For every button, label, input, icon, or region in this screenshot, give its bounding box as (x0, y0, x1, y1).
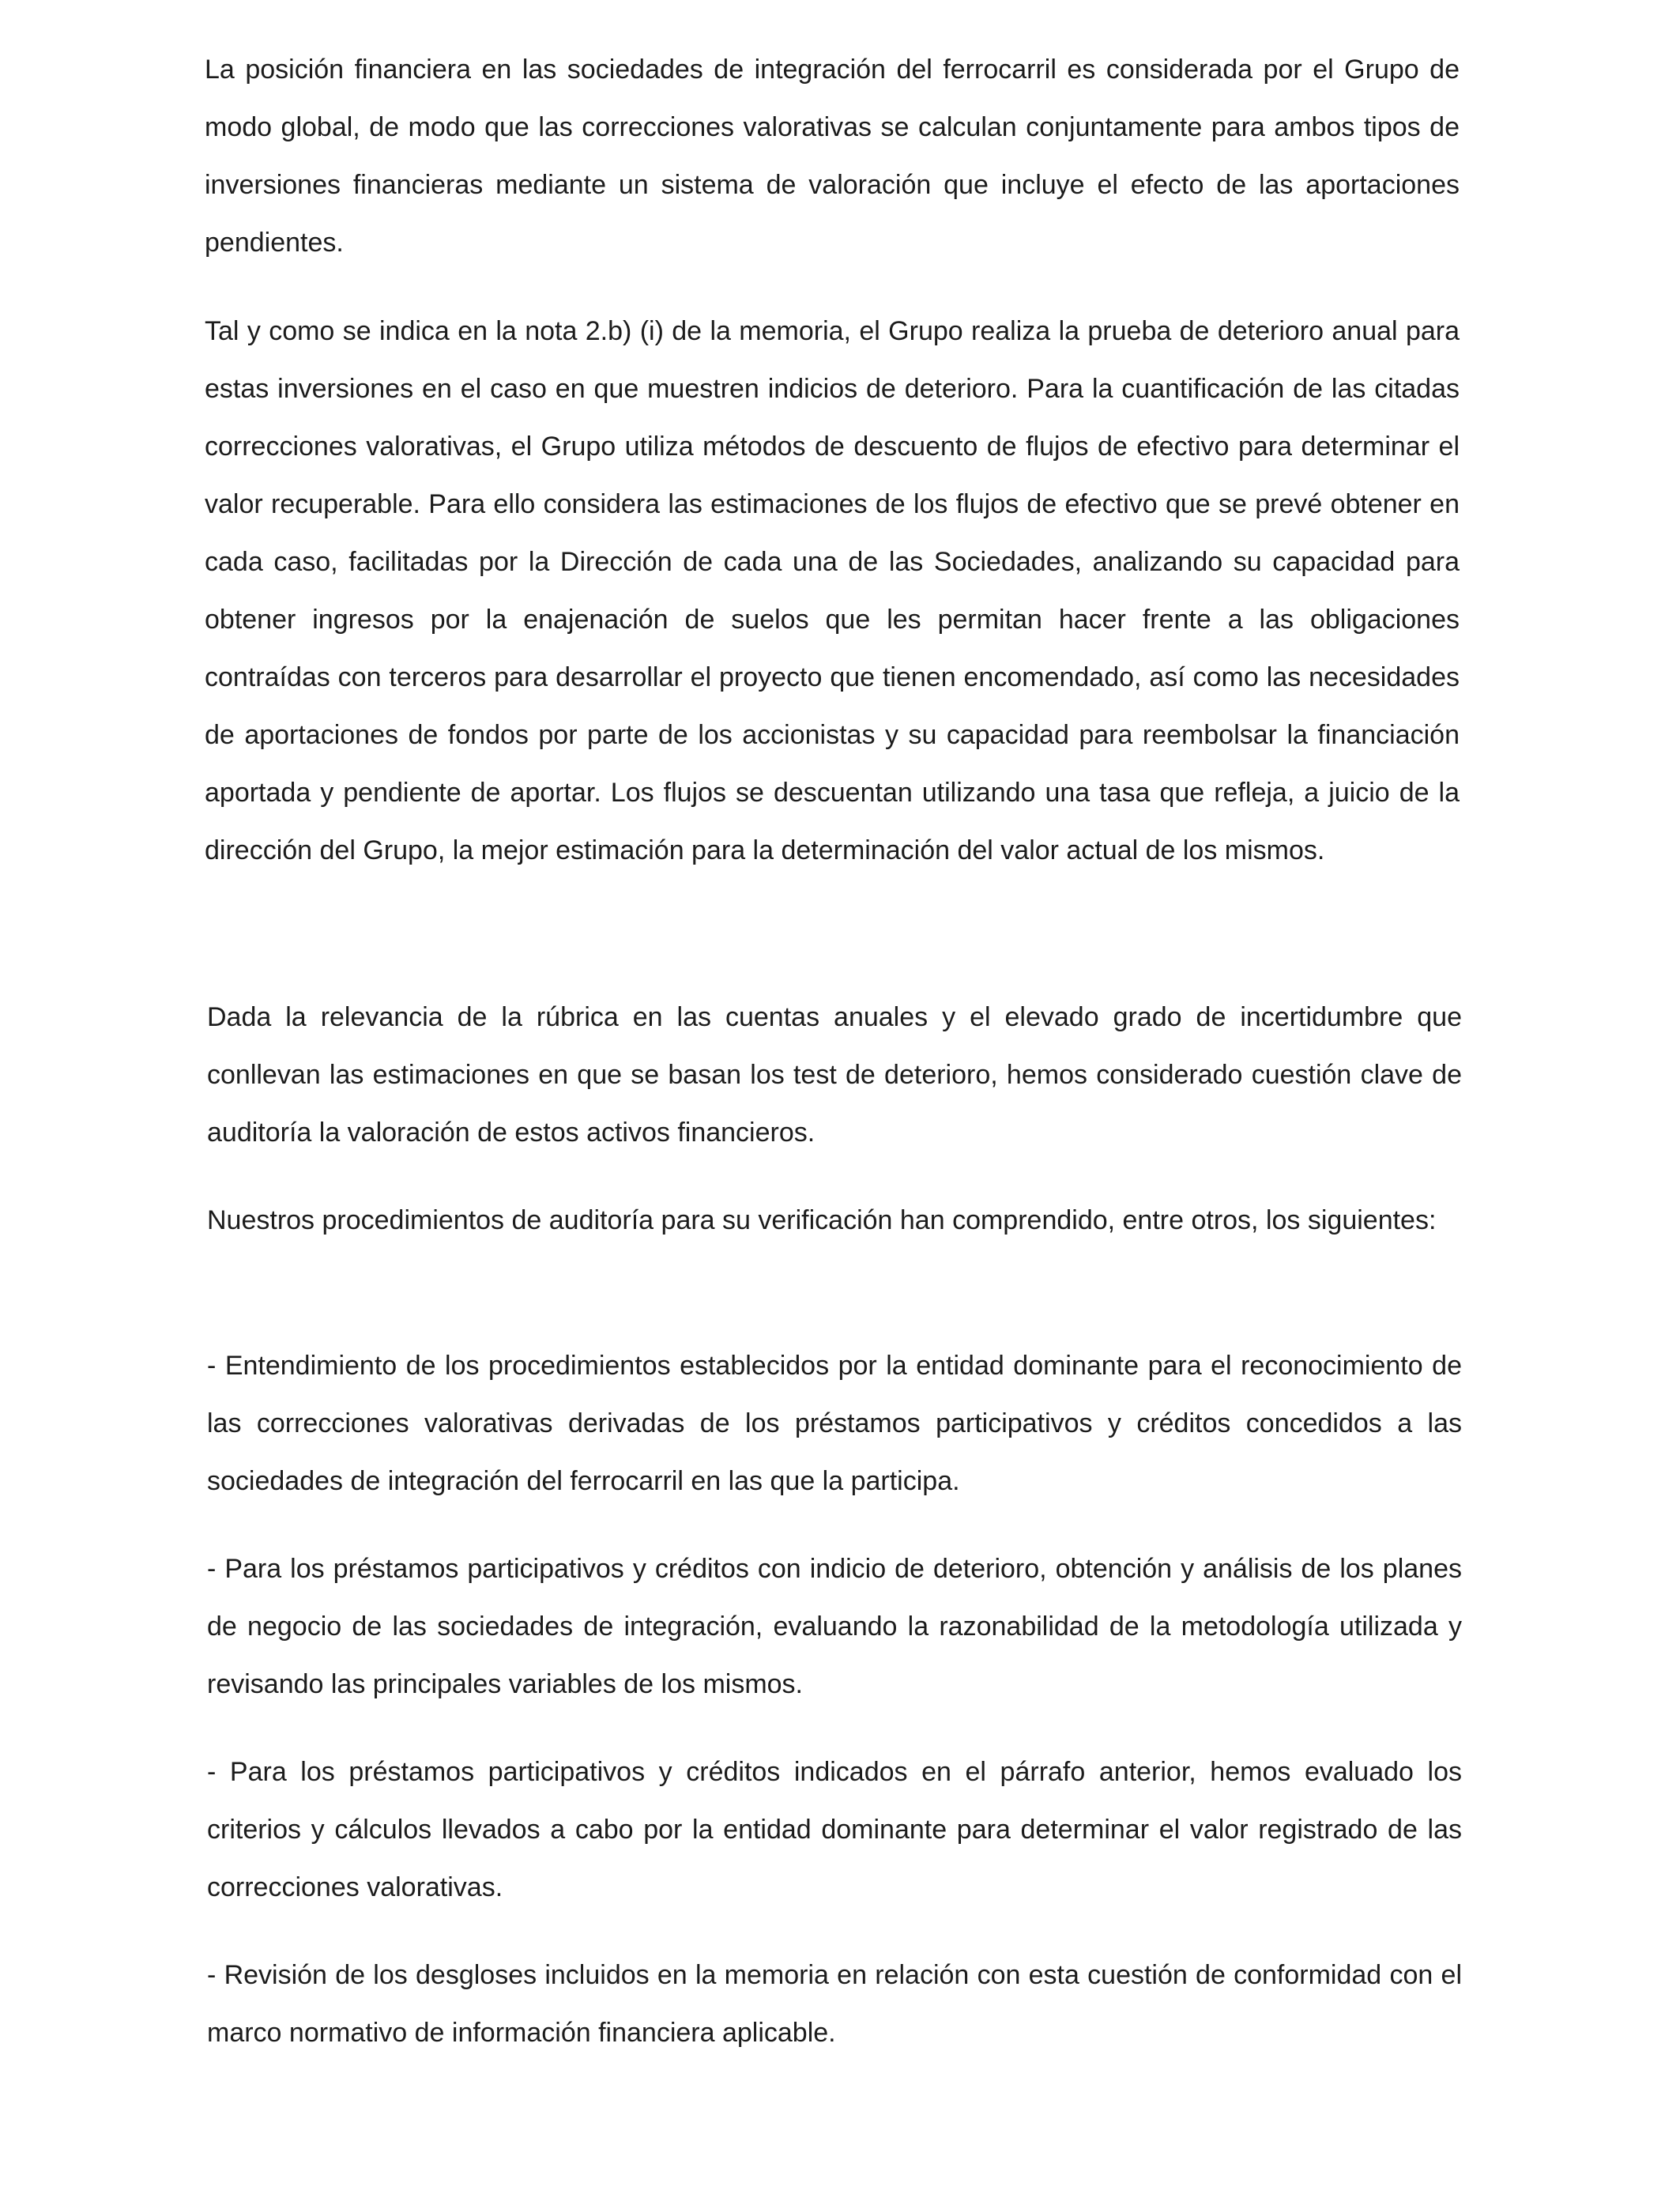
paragraph-financial-position: La posición financiera en las sociedades de integración del ferrocarril es considerada por el Grupo de modo global, de modo que las correcciones valorativas se calculan conjuntamente para ambos tipos de inversiones financieras mediante un sistema de valoración que incluye el efecto de las aportaciones pendientes. (205, 55, 1460, 258)
paragraph-procedure-understanding: - Entendimiento de los procedimientos establecidos por la entidad dominante para el reconocimiento de las correcciones valorativas derivadas de los préstamos participativos y créditos concedidos a las sociedades de integración del ferrocarril en las que la participa. (207, 1351, 1462, 1496)
paragraph-audit-procedures-intro: Nuestros procedimientos de auditoría para su verificación han comprendido, entre otros, los siguientes: (207, 1205, 1437, 1235)
paragraph-key-audit-matter: Dada la relevancia de la rúbrica en las cuentas anuales y el elevado grado de incertidumbre que conllevan las estimaciones en que se basan los test de deterioro, hemos considerado cuestión clave de auditoría la valoración de estos activos financieros. (207, 1002, 1462, 1148)
paragraph-procedure-disclosures: - Revisión de los desgloses incluidos en la memoria en relación con esta cuestión de conformidad con el marco normativo de información financiera aplicable. (207, 1960, 1462, 2048)
paragraph-procedure-criteria: - Para los préstamos participativos y créditos indicados en el párrafo anterior, hemos evaluado los criterios y cálculos llevados a cabo por la entidad dominante para determinar el valor registrado de las correcciones valorativas. (207, 1757, 1462, 1902)
paragraph-impairment-test: Tal y como se indica en la nota 2.b) (i) de la memoria, el Grupo realiza la prueba de deterioro anual para estas inversiones en el caso en que muestren indicios de deterioro. Para la cuantificación de las citadas correcciones valorativas, el Grupo utiliza métodos de descuento de flujos de efectivo para determinar el valor recuperable. Para ello considera las estimaciones de los flujos de efectivo que se prevé obtener en cada caso, facilitadas por la Dirección de cada una de las Sociedades, analizando su capacidad para obtener ingresos por la enajenación de suelos que les permitan hacer frente a las obligaciones contraídas con terceros para desarrollar el proyecto que tienen encomendado, así como las necesidades de aportaciones de fondos por parte de los accionistas y su capacidad para reembolsar la financiación aportada y pendiente de aportar. Los flujos se descuentan utilizando una tasa que refleja, a juicio de la dirección del Grupo, la mejor estimación para la determinación del valor actual de los mismos. (205, 316, 1460, 865)
paragraph-procedure-business-plans: - Para los préstamos participativos y créditos con indicio de deterioro, obtención y análisis de los planes de negocio de las sociedades de integración, evaluando la razonabilidad de la metodología utilizada y revisando las principales variables de los mismos. (207, 1554, 1462, 1699)
